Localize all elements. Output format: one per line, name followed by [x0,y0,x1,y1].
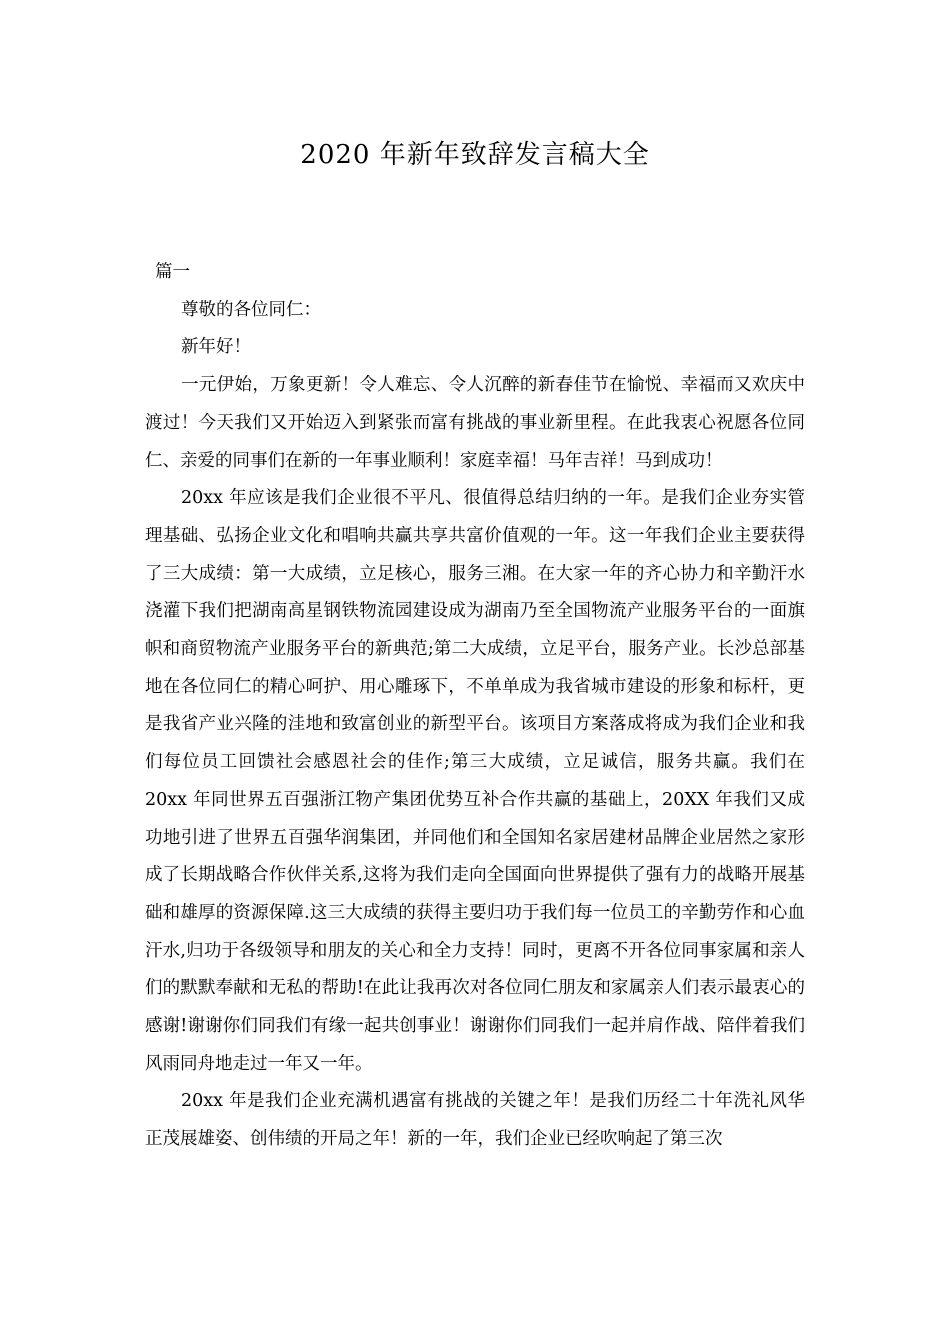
paragraph-greeting: 新年好！ [181,337,251,358]
document-body [145,254,805,1159]
paragraph-new-year-wishes: 一元伊始，万象更新！令人难忘、令人沉醉的新春佳节在愉悦、幸福而又欢庆中渡过！今天我们又开始迈入到紧张而富有挑战的事业新里程。在此我衷心祝愿各位同仁、亲爱的同事们在新的一年事业顺利！家庭幸福！马年吉祥！马到成功！ [145,375,805,471]
paragraph-salutation: 尊敬的各位同仁： [181,299,321,320]
paragraph-new-year-outlook: 20xx 年是我们企业充满机遇富有挑战的关键之年！是我们历经二十年洗礼风华正茂展雄姿、创伟绩的开局之年！新的一年，我们企业已经吹响起了第三次 [145,1091,805,1150]
section-label: 篇一 [155,262,190,282]
document-title: 2020 年新年致辞发言稿大全 [300,140,650,170]
paragraph-annual-summary: 20xx 年应该是我们企业很不平凡、很值得总结归纳的一年。是我们企业夯实管理基础、弘扬企业文化和唱响共赢共享共富价值观的一年。这一年我们企业主要获得了三大成绩：第一大成绩，立足核心，服务三湘。在大家一年的齐心协力和辛勤汗水浇灌下我们把湖南高星钢铁物流园建设成为湖南乃至全国物流产业服务平台的一面旗帜和商贸物流产业服务平台的新典范;第二大成绩，立足平台，服务产业。长沙总部基地在各位同仁的精心呵护、用心雕琢下，不单单成为我省城市建设的形象和标杆，更是我省产业兴隆的洼地和致富创业的新型平台。该项目方案落成将成为我们企业和我们每位员工回馈社会感恩社会的佳作;第三大成绩，立足诚信，服务共赢。我们在 20xx 年同世界五百强浙江物产集团优势互补合作共赢的基础上，20XX 年我们又成功地引进了世界五百强华润集团，并同他们和全国知名家居建材品牌企业居然之家形成了长期战略合作伙伴关系,这将为我们走向全国面向世界提供了强有力的战略开展基础和雄厚的资源保障.这三大成绩的获得主要归功于我们每一位员工的辛勤劳作和心血汗水,归功于各级领导和朋友的关心和全力支持！同时，更离不开各位同事家属和亲人们的默默奉献和无私的帮助!在此让我再次对各位同仁朋友和家属亲人们表示最衷心的感谢!谢谢你们同我们有缘一起共创事业！谢谢你们同我们一起并肩作战、陪伴着我们风雨同舟地走过一年又一年。 [145,488,805,1074]
